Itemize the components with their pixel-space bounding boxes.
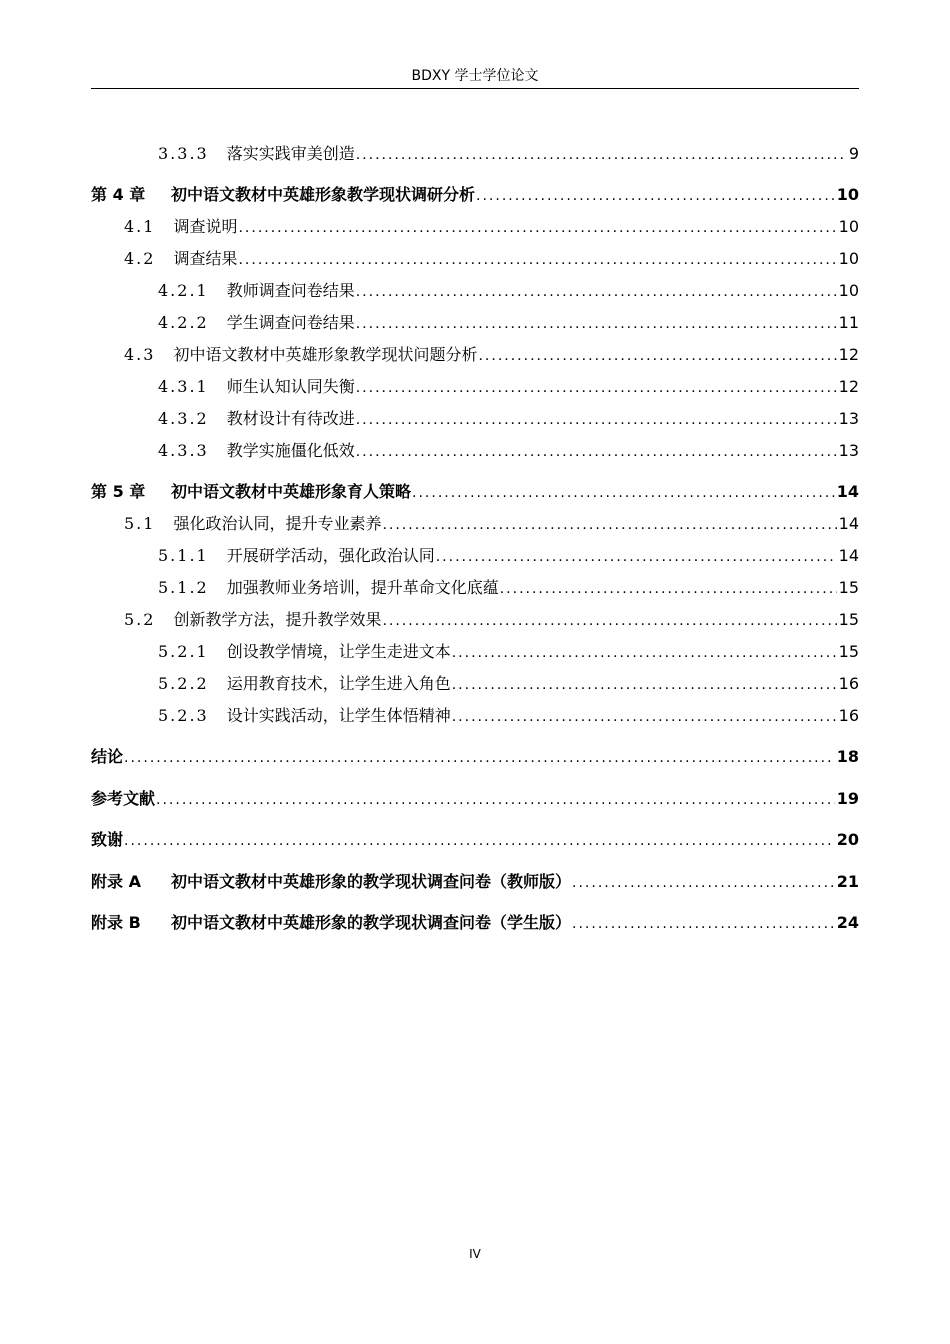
toc-entry-title: 落实实践审美创造: [226, 144, 355, 163]
toc-entry-title: 创新教学方法，提升教学效果: [173, 610, 382, 629]
toc-entry-title: 调查结果: [173, 249, 238, 268]
toc-entry-number: 5.1: [124, 514, 156, 533]
toc-entry[interactable]: [91, 912, 859, 935]
toc-entry-title: 教学实施僵化低效: [226, 441, 355, 460]
toc-entry-title: 初中语文教材中英雄形象的教学现状调查问卷（学生版）: [171, 913, 572, 932]
toc-entry-title: 调查说明: [173, 217, 238, 236]
toc-entry-number: 第 5 章: [91, 482, 146, 501]
toc-entry-number: 4.2.1: [158, 281, 209, 300]
toc-dot-leader: [124, 747, 835, 769]
toc-entry-title: 初中语文教材中英雄形象育人策略: [171, 482, 412, 501]
toc-entry-page: 15: [838, 578, 859, 597]
toc-entry-page: 10: [838, 217, 859, 236]
toc-entry[interactable]: [91, 788, 859, 811]
toc-entry-page: 10: [836, 185, 859, 204]
toc-entry-number: 4.3.1: [158, 377, 209, 396]
toc-dot-leader: [238, 249, 836, 271]
toc-entry[interactable]: [91, 184, 859, 207]
toc-entry-number: 5.2: [124, 610, 156, 629]
toc-entry-number: 4.3: [124, 345, 156, 364]
page-header: BDXY 学士学位论文: [411, 68, 539, 84]
page-number: IV: [469, 1247, 481, 1261]
toc-dot-leader: [356, 144, 847, 166]
toc-entry[interactable]: [158, 280, 859, 303]
toc-entry-title: 教师调查问卷结果: [226, 281, 355, 300]
toc-entry-title: 加强教师业务培训，提升革命文化底蕴: [226, 578, 499, 597]
toc-entry-number: 4.1: [124, 217, 156, 236]
toc-entry-page: 16: [838, 674, 859, 693]
toc-dot-leader: [382, 610, 836, 632]
toc-entry-page: 14: [838, 546, 859, 565]
toc-entry-title: 运用教育技术，让学生进入角色: [226, 674, 451, 693]
toc-dot-leader: [476, 185, 835, 207]
toc-entry-page: 21: [836, 872, 859, 891]
toc-dot-leader: [356, 313, 837, 335]
toc-entry[interactable]: [158, 577, 859, 600]
toc-entry-page: 15: [838, 610, 859, 629]
toc-entry-page: 10: [838, 249, 859, 268]
toc-dot-leader: [124, 830, 835, 852]
toc-entry[interactable]: [158, 545, 859, 568]
toc-entry-page: 19: [836, 789, 859, 808]
toc-entry[interactable]: [158, 641, 859, 664]
toc-entry[interactable]: [124, 513, 859, 536]
toc-entry-number: 4.2: [124, 249, 156, 268]
toc-entry-number: 3.3.3: [158, 144, 209, 163]
toc-entry[interactable]: [91, 481, 859, 504]
toc-entry[interactable]: [124, 344, 859, 367]
toc-entry-page: 11: [838, 313, 859, 332]
toc-entry-number: 5.1.1: [158, 546, 209, 565]
toc-entry-page: 12: [838, 345, 859, 364]
toc-entry-page: 18: [836, 747, 859, 766]
toc-entry-page: 13: [838, 409, 859, 428]
toc-dot-leader: [156, 789, 835, 811]
toc-dot-leader: [356, 377, 837, 399]
toc-entry-title: 结论: [91, 747, 124, 766]
toc-entry-title: 创设教学情境，让学生走进文本: [226, 642, 451, 661]
toc-entry-page: 13: [838, 441, 859, 460]
toc-entry[interactable]: [158, 705, 859, 728]
toc-dot-leader: [238, 217, 836, 239]
toc-entry-page: 14: [836, 482, 859, 501]
toc-dot-leader: [436, 546, 837, 568]
toc-entry-title: 致谢: [91, 830, 124, 849]
toc-entry-number: 5.2.1: [158, 642, 209, 661]
toc-entry-number: 5.2.2: [158, 674, 209, 693]
toc-entry-title: 强化政治认同，提升专业素养: [173, 514, 382, 533]
toc-dot-leader: [382, 514, 836, 536]
toc-entry-title: 初中语文教材中英雄形象的教学现状调查问卷（教师版）: [171, 872, 572, 891]
toc-entry-page: 24: [836, 913, 859, 932]
toc-entry[interactable]: [91, 746, 859, 769]
toc-entry-title: 师生认知认同失衡: [226, 377, 355, 396]
toc-entry-page: 20: [836, 830, 859, 849]
toc-entry-page: 10: [838, 281, 859, 300]
toc-entry[interactable]: [124, 248, 859, 271]
toc-entry-number: 5.1.2: [158, 578, 209, 597]
toc-dot-leader: [452, 706, 837, 728]
toc-entry[interactable]: [158, 376, 859, 399]
toc-dot-leader: [356, 409, 837, 431]
toc-entry-title: 教材设计有待改进: [226, 409, 355, 428]
toc-entry[interactable]: [91, 829, 859, 852]
toc-entry-number: 附录 A: [91, 872, 141, 891]
toc-entry[interactable]: [158, 673, 859, 696]
toc-entry[interactable]: [124, 609, 859, 632]
toc-dot-leader: [412, 482, 835, 504]
toc-entry-number: 4.3.3: [158, 441, 209, 460]
toc-entry[interactable]: [158, 440, 859, 463]
toc-entry-number: 5.2.3: [158, 706, 209, 725]
toc-dot-leader: [356, 441, 837, 463]
toc-entry-title: 初中语文教材中英雄形象教学现状问题分析: [173, 345, 478, 364]
toc-dot-leader: [478, 345, 836, 367]
toc-entry-title: 学生调查问卷结果: [226, 313, 355, 332]
toc-entry-title: 初中语文教材中英雄形象教学现状调研分析: [171, 185, 476, 204]
toc-entry-page: 9: [848, 144, 859, 163]
toc-entry-page: 14: [838, 514, 859, 533]
toc-dot-leader: [572, 872, 835, 894]
toc-entry-page: 15: [838, 642, 859, 661]
toc-entry[interactable]: [158, 312, 859, 335]
toc-dot-leader: [500, 578, 837, 600]
toc-entry[interactable]: [91, 871, 859, 894]
toc-dot-leader: [452, 642, 837, 664]
toc-entry-number: 第 4 章: [91, 185, 146, 204]
toc-entry[interactable]: [158, 408, 859, 431]
toc-entry-number: 4.2.2: [158, 313, 209, 332]
header-rule: [91, 88, 859, 89]
toc-entry-title: 开展研学活动，强化政治认同: [226, 546, 435, 565]
toc-dot-leader: [452, 674, 837, 696]
toc-entry[interactable]: [124, 216, 859, 239]
toc-entry-page: 12: [838, 377, 859, 396]
toc-entry-title: 参考文献: [91, 789, 156, 808]
toc-dot-leader: [356, 281, 837, 303]
toc-dot-leader: [572, 913, 835, 935]
toc-entry-number: 4.3.2: [158, 409, 209, 428]
toc-entry-title: 设计实践活动，让学生体悟精神: [226, 706, 451, 725]
toc-entry-page: 16: [838, 706, 859, 725]
toc-entry[interactable]: [158, 143, 859, 166]
toc-entry-number: 附录 B: [91, 913, 141, 932]
